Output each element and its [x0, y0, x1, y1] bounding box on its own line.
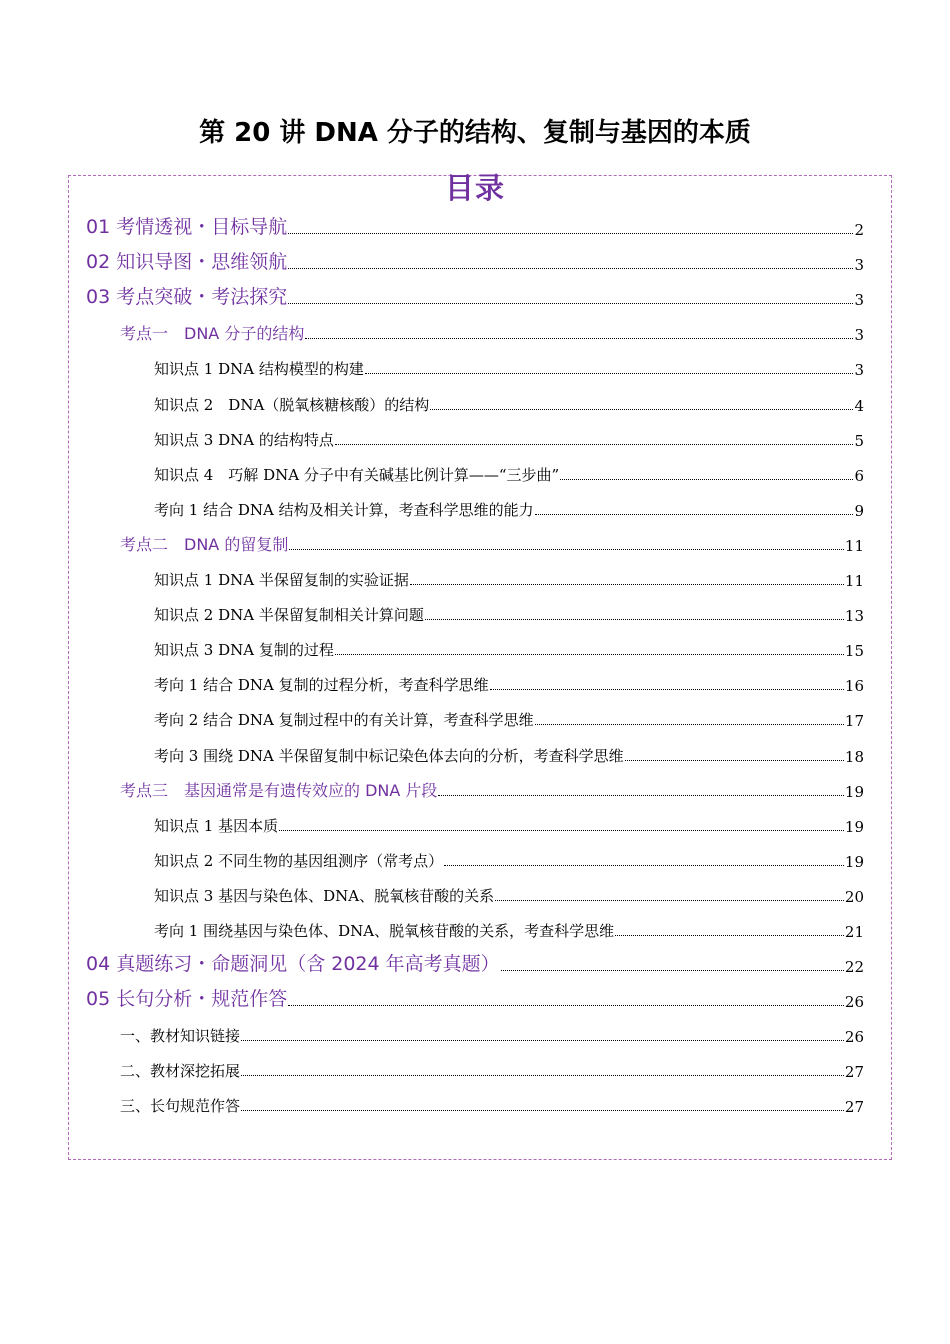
toc-dot-leader: [288, 303, 853, 304]
toc-entry-label: 知识点 2 DNA 半保留复制相关计算问题: [154, 606, 424, 625]
toc-entry-label: 考点二 DNA 的留复制: [120, 534, 289, 554]
toc-subtopic-entry[interactable]: [0, 840, 950, 875]
toc-dot-leader: [490, 689, 844, 690]
toc-subtopic-entry[interactable]: [0, 699, 950, 734]
toc-dot-leader: [625, 760, 844, 761]
toc-dot-leader: [241, 1110, 844, 1111]
toc-dot-leader: [365, 373, 854, 374]
toc-page-number: 19: [844, 817, 864, 836]
toc-section-entry[interactable]: [0, 278, 950, 313]
toc-entry-label: 二、教材深挖拓展: [120, 1062, 241, 1081]
toc-page-number: 11: [844, 536, 864, 555]
toc-entry-label: 知识点 1 DNA 半保留复制的实验证据: [154, 571, 409, 590]
toc-dot-leader: [241, 1075, 844, 1076]
toc-dot-leader: [241, 1040, 844, 1041]
toc-entry-label: 考点一 DNA 分子的结构: [120, 324, 305, 344]
toc-dot-leader: [495, 900, 844, 901]
toc-subtopic-entry[interactable]: [0, 454, 950, 489]
toc-entry-label: 05 长句分析・规范作答: [86, 988, 288, 1011]
toc-section-entry[interactable]: [0, 945, 950, 980]
toc-page-number: 2: [854, 221, 864, 240]
toc-page-number: 16: [844, 677, 864, 696]
toc-dot-leader: [444, 865, 844, 866]
toc-dot-leader: [501, 970, 844, 971]
toc-dot-leader: [289, 549, 844, 550]
toc-dot-leader: [438, 795, 843, 796]
toc-dot-leader: [430, 409, 853, 410]
toc-entry-label: 知识点 1 基因本质: [154, 816, 279, 835]
toc-page-number: 18: [844, 747, 864, 766]
toc-subtopic-entry[interactable]: [0, 348, 950, 383]
toc-page-number: 4: [854, 396, 864, 415]
toc-entry-label: 知识点 3 DNA 复制的过程: [154, 641, 334, 660]
toc-page-number: 22: [844, 958, 864, 977]
toc-list: [0, 208, 950, 1120]
toc-entry-label: 考向 1 结合 DNA 复制的过程分析，考查科学思维: [154, 676, 489, 695]
toc-entry-label: 知识点 2 不同生物的基因组测序（常考点）: [154, 851, 444, 870]
toc-topic-entry[interactable]: [0, 313, 950, 348]
toc-page-number: 20: [844, 887, 864, 906]
toc-dot-leader: [560, 479, 853, 480]
toc-page-number: 3: [854, 361, 864, 380]
toc-topic-entry[interactable]: [0, 770, 950, 805]
toc-page-number: 27: [844, 1098, 864, 1117]
toc-topic-entry[interactable]: [0, 524, 950, 559]
toc-dot-leader: [425, 619, 844, 620]
document-title: 第 20 讲 DNA 分子的结构、复制与基因的本质: [199, 118, 751, 148]
toc-page-number: 26: [844, 1028, 864, 1047]
toc-entry-label: 三、长句规范作答: [120, 1097, 241, 1116]
toc-dot-leader: [410, 584, 844, 585]
toc-entry-label: 考向 3 围绕 DNA 半保留复制中标记染色体去向的分析，考查科学思维: [154, 746, 624, 765]
toc-entry-label: 知识点 3 DNA 的结构特点: [154, 430, 334, 449]
toc-entry-label: 知识点 1 DNA 结构模型的构建: [154, 360, 364, 379]
toc-section-entry[interactable]: [0, 208, 950, 243]
toc-page-number: 27: [844, 1063, 864, 1082]
toc-entry-label: 考向 2 结合 DNA 复制过程中的有关计算，考查科学思维: [154, 711, 534, 730]
toc-page-number: 15: [844, 642, 864, 661]
toc-dot-leader: [305, 338, 853, 339]
toc-entry-label: 02 知识导图・思维领航: [86, 251, 288, 274]
toc-entry-label: 知识点 4 巧解 DNA 分子中有关碱基比例计算——“三步曲”: [154, 465, 560, 484]
toc-subtopic-entry[interactable]: [0, 910, 950, 945]
toc-subtopic-entry[interactable]: [0, 734, 950, 769]
toc-page-number: 3: [854, 291, 864, 310]
toc-page-number: 19: [844, 852, 864, 871]
toc-page-number: 19: [844, 782, 864, 801]
toc-subsection-entry[interactable]: [0, 1050, 950, 1085]
toc-section-entry[interactable]: [0, 980, 950, 1015]
toc-entry-label: 考向 1 结合 DNA 结构及相关计算，考查科学思维的能力: [154, 500, 534, 519]
toc-page-number: 3: [854, 326, 864, 345]
toc-subtopic-entry[interactable]: [0, 875, 950, 910]
toc-entry-label: 知识点 3 基因与染色体、DNA、脱氧核苷酸的关系: [154, 886, 495, 905]
toc-dot-leader: [335, 444, 854, 445]
toc-page-number: 17: [844, 712, 864, 731]
toc-section-entry[interactable]: [0, 243, 950, 278]
toc-dot-leader: [535, 514, 854, 515]
toc-subtopic-entry[interactable]: [0, 489, 950, 524]
toc-subtopic-entry[interactable]: [0, 559, 950, 594]
toc-entry-label: 03 考点突破・考法探究: [86, 286, 288, 309]
toc-page-number: 6: [854, 466, 864, 485]
toc-page-number: 26: [844, 993, 864, 1012]
toc-heading: 目录: [444, 171, 505, 205]
toc-page-number: 21: [844, 922, 864, 941]
toc-dot-leader: [288, 233, 853, 234]
toc-page-number: 3: [854, 256, 864, 275]
toc-dot-leader: [615, 935, 844, 936]
toc-page-number: 13: [844, 607, 864, 626]
toc-subtopic-entry[interactable]: [0, 629, 950, 664]
toc-subtopic-entry[interactable]: [0, 594, 950, 629]
toc-dot-leader: [535, 724, 844, 725]
toc-subtopic-entry[interactable]: [0, 383, 950, 418]
toc-entry-label: 04 真题练习・命题洞见（含 2024 年高考真题）: [86, 953, 500, 976]
toc-entry-label: 考向 1 围绕基因与染色体、DNA、脱氧核苷酸的关系，考查科学思维: [154, 921, 615, 940]
toc-dot-leader: [288, 1005, 844, 1006]
toc-subtopic-entry[interactable]: [0, 805, 950, 840]
toc-entry-label: 一、教材知识链接: [120, 1027, 241, 1046]
toc-entry-label: 考点三 基因通常是有遗传效应的 DNA 片段: [120, 780, 438, 800]
toc-subsection-entry[interactable]: [0, 1015, 950, 1050]
toc-dot-leader: [288, 268, 853, 269]
toc-entry-label: 知识点 2 DNA（脱氧核糖核酸）的结构: [154, 395, 430, 414]
toc-entry-label: 01 考情透视・目标导航: [86, 216, 288, 239]
toc-subsection-entry[interactable]: [0, 1085, 950, 1120]
toc-page-number: 11: [844, 572, 864, 591]
toc-page-number: 9: [854, 501, 864, 520]
toc-dot-leader: [335, 654, 844, 655]
toc-subtopic-entry[interactable]: [0, 664, 950, 699]
toc-dot-leader: [279, 830, 844, 831]
toc-subtopic-entry[interactable]: [0, 419, 950, 454]
toc-page-number: 5: [854, 431, 864, 450]
